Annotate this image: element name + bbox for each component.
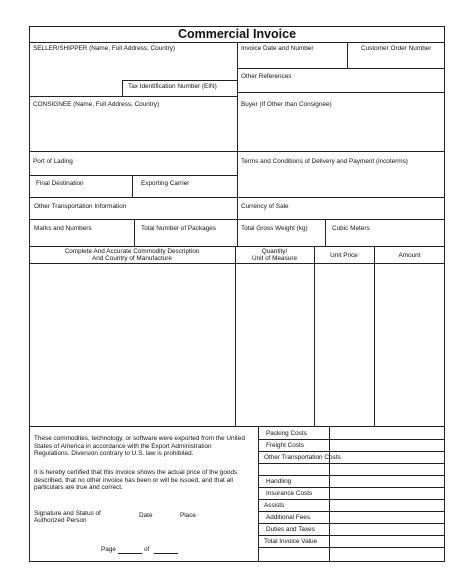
assists-label: Assists	[264, 502, 285, 509]
total-invoice-value-label: Total Invoice Value	[264, 538, 318, 545]
page-label: Page	[101, 546, 116, 553]
page-total-field[interactable]	[154, 553, 178, 554]
divider	[258, 547, 445, 548]
insurance-costs-label: Insurance Costs	[266, 490, 313, 497]
divider	[374, 246, 375, 426]
divider	[258, 426, 259, 562]
divider	[237, 151, 445, 152]
amount-header: Amount	[398, 252, 421, 259]
invoice-title: Commercial Invoice	[29, 26, 445, 43]
customer-order-number-label: Customer Order Number	[361, 45, 432, 52]
divider	[258, 463, 445, 464]
cubic-meters-label: Cubic Meters	[332, 225, 370, 232]
exporting-carrier-label: Exporting Carrier	[141, 180, 190, 187]
divider	[134, 219, 135, 246]
divider	[29, 197, 237, 198]
total-packages-label: Total Number of Packages	[141, 225, 216, 232]
export-statement: These commodites, technology, or software were exported from the United States of America in accordance with the Export Administration Regulations. Diversion contrary to U.S. law is prohibited.	[34, 435, 245, 458]
divider	[258, 451, 445, 452]
divider	[29, 175, 237, 176]
divider	[347, 43, 348, 68]
freight-costs-label: Freight Costs	[266, 442, 305, 449]
divider	[258, 439, 445, 440]
of-label: of	[144, 546, 150, 553]
marks-numbers-label: Marks and Numbers	[34, 225, 92, 232]
duties-taxes-label: Duties and Taxes	[266, 526, 315, 533]
divider	[29, 263, 445, 264]
quantity-header-line1: Quantity/	[261, 248, 288, 255]
place-label: Place	[180, 512, 196, 519]
divider	[122, 80, 123, 96]
divider	[29, 219, 445, 220]
packing-costs-label: Packing Costs	[266, 430, 307, 437]
tax-id-label: Tax Identification Number (EIN)	[128, 83, 217, 90]
divider	[258, 511, 445, 512]
description-header-line1: Complete And Accurate Commodity Description	[64, 248, 200, 255]
certification-statement: It is hereby certified that this invoice shows the actual price of the goods described, that no other invoice has been or will be issued, and that all particulars are true and correct.	[34, 469, 238, 492]
invoice-date-number-label: Invoice Date and Number	[241, 45, 314, 52]
quantity-header-line2: Unit of Measure	[251, 255, 298, 262]
divider	[237, 92, 445, 93]
divider	[258, 523, 445, 524]
divider	[29, 96, 237, 97]
divider	[132, 175, 133, 197]
divider	[29, 246, 445, 247]
divider	[122, 80, 237, 81]
divider	[235, 246, 236, 426]
divider	[329, 426, 330, 562]
divider	[258, 487, 445, 488]
other-references-label: Other References	[241, 73, 292, 80]
page-number-field[interactable]	[118, 553, 142, 554]
divider	[29, 151, 237, 152]
other-transportation-costs-label: Other Transportation Costs	[264, 454, 341, 461]
consignee-label: CONSIGNEE (Name, Full Address, Country)	[33, 101, 160, 108]
final-destination-label: Final Destination	[36, 180, 84, 187]
date-label: Date	[139, 512, 153, 519]
terms-label: Terms and Conditions of Delivery and Payment (incoterms)	[241, 158, 408, 165]
buyer-label: Buyer (If Other than Consignee)	[241, 101, 332, 108]
divider	[258, 535, 445, 536]
total-gross-weight-label: Total Gross Weight (kg)	[241, 225, 308, 232]
signature-label-line2: Authorized Person	[34, 517, 87, 524]
currency-of-sale-label: Currency of Sale	[241, 203, 289, 210]
divider	[237, 197, 445, 198]
description-header-line2: And Country of Manufacture	[92, 255, 172, 262]
divider	[29, 426, 445, 427]
port-of-lading-label: Port of Lading	[33, 158, 73, 165]
divider	[258, 475, 445, 476]
divider	[237, 68, 445, 69]
divider	[325, 219, 326, 246]
seller-shipper-label: SELLER/SHIPPER (Name, Full Address, Country)	[33, 45, 176, 52]
unit-price-header: Unit Price	[330, 252, 358, 259]
divider	[314, 246, 315, 426]
handling-label: Handling	[266, 478, 292, 485]
divider	[237, 43, 238, 246]
other-transportation-info-label: Other Transportation Information	[34, 203, 127, 210]
signature-label-line1: Signature and Status of	[34, 510, 101, 517]
additional-fees-label: Additional Fees	[266, 514, 311, 521]
divider	[258, 499, 445, 500]
